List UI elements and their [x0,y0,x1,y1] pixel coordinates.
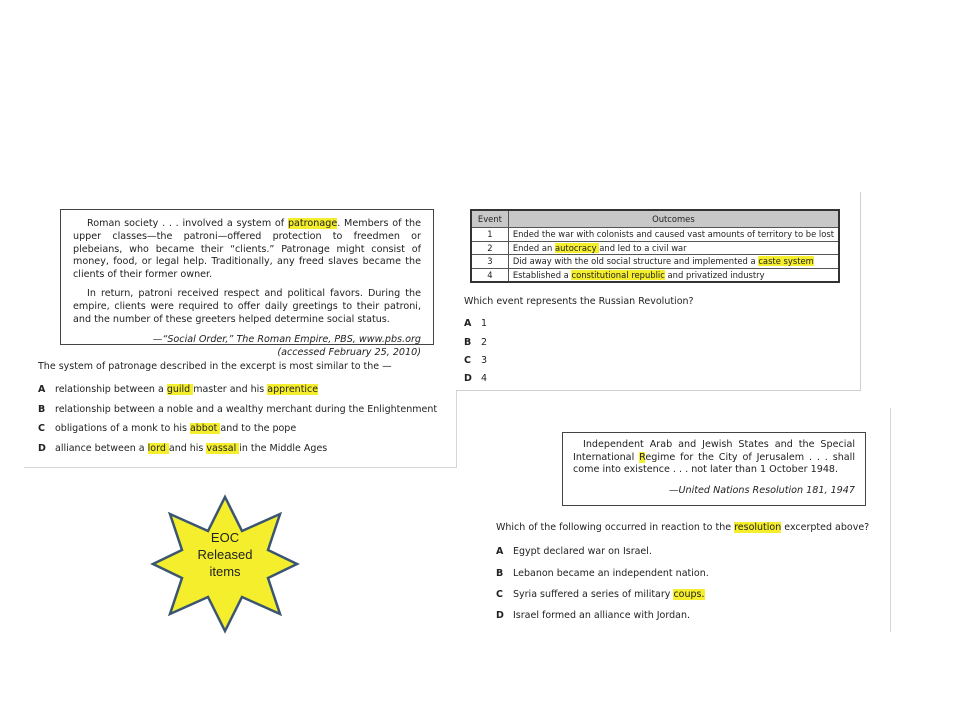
table-row [471,228,839,242]
event-outcome: Ended an autocracy and led to a civil war [508,241,839,255]
question-text: The system of patronage described in the excerpt is most similar to the — [38,361,392,372]
event-number: 2 [471,241,508,255]
event-outcome: Ended the war with colonists and caused vast amounts of territory to be lost [508,228,839,242]
question-text: Which of the following occurred in reaction to the resolution excerpted above? [496,522,870,533]
question-panel-revolutions [456,192,861,391]
question-text: Which event represents the Russian Revolution? [464,296,694,307]
answer-option-d: D 4 [464,373,488,384]
answer-option-d: D alliance between a lord and his vassal in the Middle Ages [38,443,328,454]
event-number: 1 [471,228,508,242]
answer-option-a: A relationship between a guild master and his apprentice [38,384,319,395]
question-panel-patronage [24,195,457,468]
excerpt-paragraph: Roman society . . . involved a system of patronage. Members of the upper classes—the patroni—offered protection to freedmen or plebeians, who became their “clients.” Patronage might consist of money, food, or legal help. Traditionally, any freed slaves became the clients of their former owner. [73,218,421,281]
table-row [471,268,839,282]
answer-option-b: B relationship between a noble and a wealthy merchant during the Enlightenment [38,404,438,415]
badge-label: EOC Released items [197,530,253,579]
event-outcome: Established a constitutional republic and privatized industry [508,268,839,282]
excerpt-paragraph: In return, patroni received respect and political favors. During the empire, clients were required to offer daily greetings to their patroni, and the number of these greeters helped determine social status. [73,287,421,325]
answer-option-d: D Israel formed an alliance with Jordan. [496,610,690,621]
events-table [470,209,840,283]
answer-option-c: C obligations of a monk to his abbot and to the pope [38,423,297,434]
answer-option-b: B 2 [464,337,488,348]
answer-option-a: A Egypt declared war on Israel. [496,546,652,557]
table-row [471,241,839,255]
table-header-event: Event [471,210,508,228]
answer-option-b: B Lebanon became an independent nation. [496,568,709,579]
excerpt-paragraph: Independent Arab and Jewish States and the Special International Regime for the City of Jerusalem . . . shall come into existence . . . not later than 1 October 1948. [573,439,856,476]
excerpt-citation: —“Social Order,” The Roman Empire, PBS, www.pbs.org (accessed February 25, 2010) [152,334,421,358]
event-outcome: Did away with the old social structure and implemented a caste system [508,255,839,269]
table-header-outcomes: Outcomes [508,210,839,228]
question-panel-resolution [474,408,891,632]
answer-option-c: C 3 [464,355,488,366]
excerpt-box [60,209,434,358]
highlighted-term: patronage [287,218,338,229]
event-number: 4 [471,268,508,282]
event-number: 3 [471,255,508,269]
excerpt-box [562,432,866,506]
answer-option-a: A 1 [464,318,488,329]
answer-option-c: C Syria suffered a series of military coups. [496,589,705,600]
excerpt-citation: —United Nations Resolution 181, 1947 [668,484,855,496]
table-row [471,255,839,269]
